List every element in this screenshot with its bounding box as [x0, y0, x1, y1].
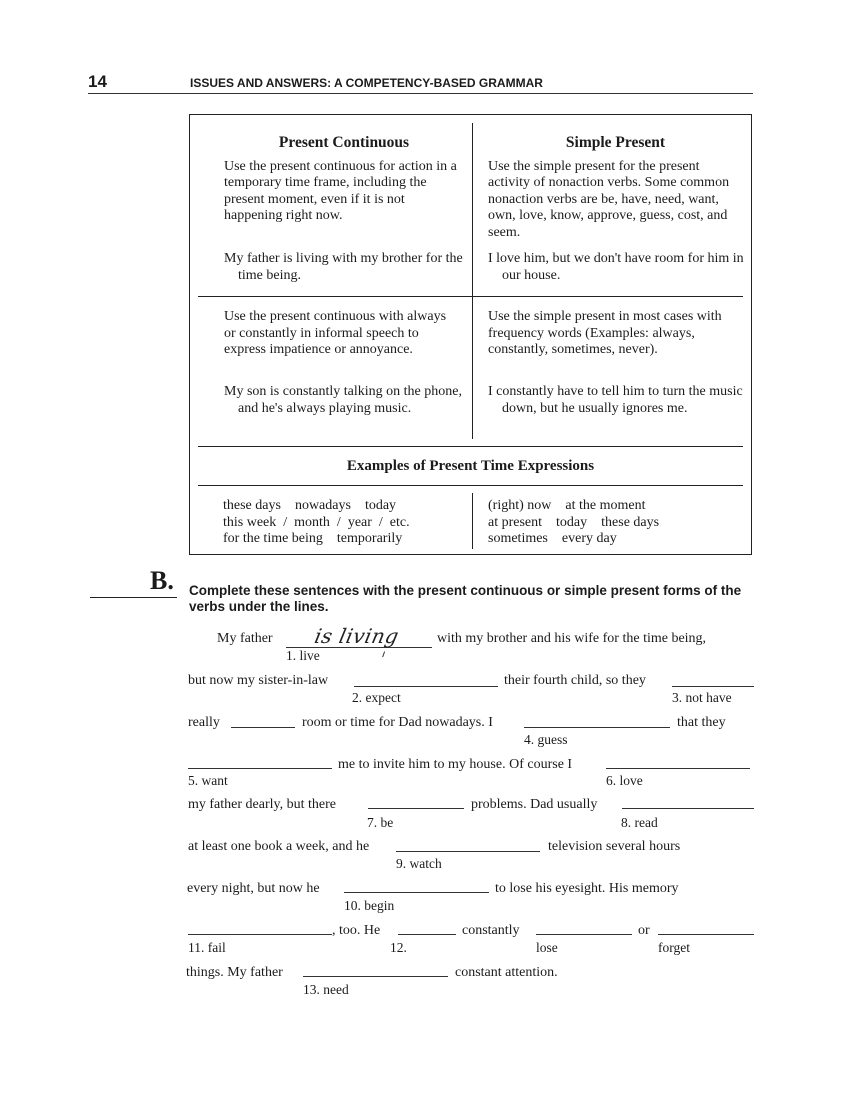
sentence-text: at least one book a week, and he [188, 839, 370, 854]
row-divider [198, 296, 743, 297]
expression-row [488, 515, 659, 532]
column-divider [472, 493, 473, 549]
simple-present-example-1: I love him, but we don't have room for him in our house. [488, 251, 744, 283]
verb-hint: 4. guess [524, 732, 568, 747]
answer-blank-12c[interactable] [658, 934, 754, 935]
running-title: ISSUES AND ANSWERS: A COMPETENCY-BASED GRAMMAR [190, 76, 543, 90]
expression-row [488, 531, 659, 548]
sentence-text: every night, but now he [187, 881, 320, 896]
sentence-text: really [188, 715, 220, 730]
header-rule [88, 93, 753, 94]
answer-blank-3b[interactable] [231, 727, 295, 728]
sentence-text: but now my sister-in-law [188, 673, 329, 688]
verb-hint: 11. fail [188, 940, 226, 955]
sentence-text: their fourth child, so they [504, 673, 646, 688]
verb-hint: 9. watch [396, 856, 442, 871]
expression: today [364, 498, 397, 513]
sentence-text: with my brother and his wife for the time being, [437, 631, 707, 646]
sentence-text: room or time for Dad nowadays. I [302, 715, 493, 730]
present-continuous-rule-1: Use the present continuous for action in a temporary time frame, including the present moment, even if it is not happening right now. [224, 158, 457, 224]
expression: this week / month / year / etc. [223, 514, 410, 530]
verb-hint: 2. expect [352, 690, 401, 705]
expression: at present [488, 514, 543, 530]
expression: sometimes [488, 531, 548, 547]
sentence-text: constant attention. [455, 965, 558, 980]
verb-hint: 1. live [286, 648, 320, 663]
expression-row [488, 498, 659, 515]
answer-blank-7[interactable] [368, 808, 464, 809]
sentence-text: me to invite him to my house. Of course I [338, 757, 573, 772]
exercise-letter: B. [150, 566, 174, 595]
answer-blank-8[interactable] [622, 808, 754, 809]
answer-blank-2[interactable] [354, 686, 498, 687]
handwriting-mark [382, 651, 389, 658]
answer-blank-9[interactable] [396, 851, 540, 852]
expressions-left-list [223, 498, 410, 548]
verb-hint: lose [536, 940, 558, 955]
verb-hint: 13. need [303, 982, 349, 997]
expression: (right) now [488, 498, 552, 513]
verb-hint: 10. begin [344, 898, 395, 913]
expression: for the time being [223, 531, 323, 547]
verb-hint: forget [658, 940, 690, 955]
expression: at the moment [565, 498, 646, 513]
exercise-rule [90, 597, 177, 598]
expression-row [223, 498, 410, 515]
simple-present-rule-1: Use the simple present for the present activity of nonaction verbs. Some common nonaction verbs are be, have, need, want, own, love, know, approve, guess, cost, and seem. [488, 158, 730, 240]
simple-present-rule-2: Use the simple present in most cases with frequency words (Examples: always, constantly, sometimes, never). [488, 309, 722, 358]
simple-present-example-2: I constantly have to tell him to turn the music down, but he usually ignores me. [488, 384, 743, 416]
present-continuous-example-1: My father is living with my brother for the time being. [224, 251, 463, 283]
sentence-text: television several hours [548, 839, 681, 854]
answer-blank-3[interactable] [672, 686, 754, 687]
present-continuous-example-2: My son is constantly talking on the phone, and he's always playing music. [224, 384, 462, 416]
page-number: 14 [88, 72, 107, 91]
row-divider [198, 446, 743, 447]
handwritten-answer-1: is living [312, 624, 402, 648]
present-continuous-heading: Present Continuous [278, 134, 410, 151]
answer-blank-12b[interactable] [536, 934, 632, 935]
simple-present-cell-1 [488, 135, 743, 242]
present-continuous-rule-2: Use the present continuous with always or constantly in informal speech to express impatience or annoyance. [224, 309, 447, 358]
expression-row [223, 531, 410, 548]
sentence-text: or [638, 923, 650, 938]
sentence-text: constantly [462, 923, 520, 938]
answer-blank-11[interactable] [188, 934, 332, 935]
expression: today [556, 514, 588, 530]
verb-hint: 6. love [606, 773, 643, 788]
answer-blank-4[interactable] [524, 727, 670, 728]
expressions-right-list [488, 498, 659, 548]
verb-hint: 7. be [367, 815, 394, 830]
sentence-text: my father dearly, but there [188, 797, 336, 812]
verb-hint: 12. [390, 940, 407, 955]
answer-blank-5[interactable] [188, 768, 332, 769]
simple-present-heading: Simple Present [565, 134, 666, 151]
answer-blank-10[interactable] [344, 892, 489, 893]
expression: these days [223, 498, 281, 513]
sentence-text: problems. Dad usually [471, 797, 598, 812]
verb-hint: 8. read [621, 815, 658, 830]
verb-hint: 5. want [188, 773, 228, 788]
expression: these days [601, 514, 660, 530]
expressions-heading: Examples of Present Time Expressions [346, 458, 595, 474]
sentence-text: that they [677, 715, 726, 730]
sentence-text: , too. He [332, 923, 381, 938]
expression: nowadays [294, 498, 351, 513]
answer-blank-6[interactable] [606, 768, 750, 769]
sentence-text: things. My father [186, 965, 283, 980]
answer-blank-12a[interactable] [398, 934, 456, 935]
expression-row [223, 515, 410, 532]
grammar-table [189, 114, 752, 555]
answer-blank-13[interactable] [303, 976, 448, 977]
present-continuous-cell-1 [224, 135, 464, 225]
verb-hint: 3. not have [672, 690, 732, 705]
sentence-text: My father [217, 631, 273, 646]
exercise-instructions: Complete these sentences with the present continuous or simple present forms of the verbs under the lines. [189, 583, 742, 614]
expression: temporarily [336, 531, 403, 547]
expression: every day [561, 531, 617, 547]
sentence-text: to lose his eyesight. His memory [495, 881, 679, 896]
row-divider [198, 485, 743, 486]
